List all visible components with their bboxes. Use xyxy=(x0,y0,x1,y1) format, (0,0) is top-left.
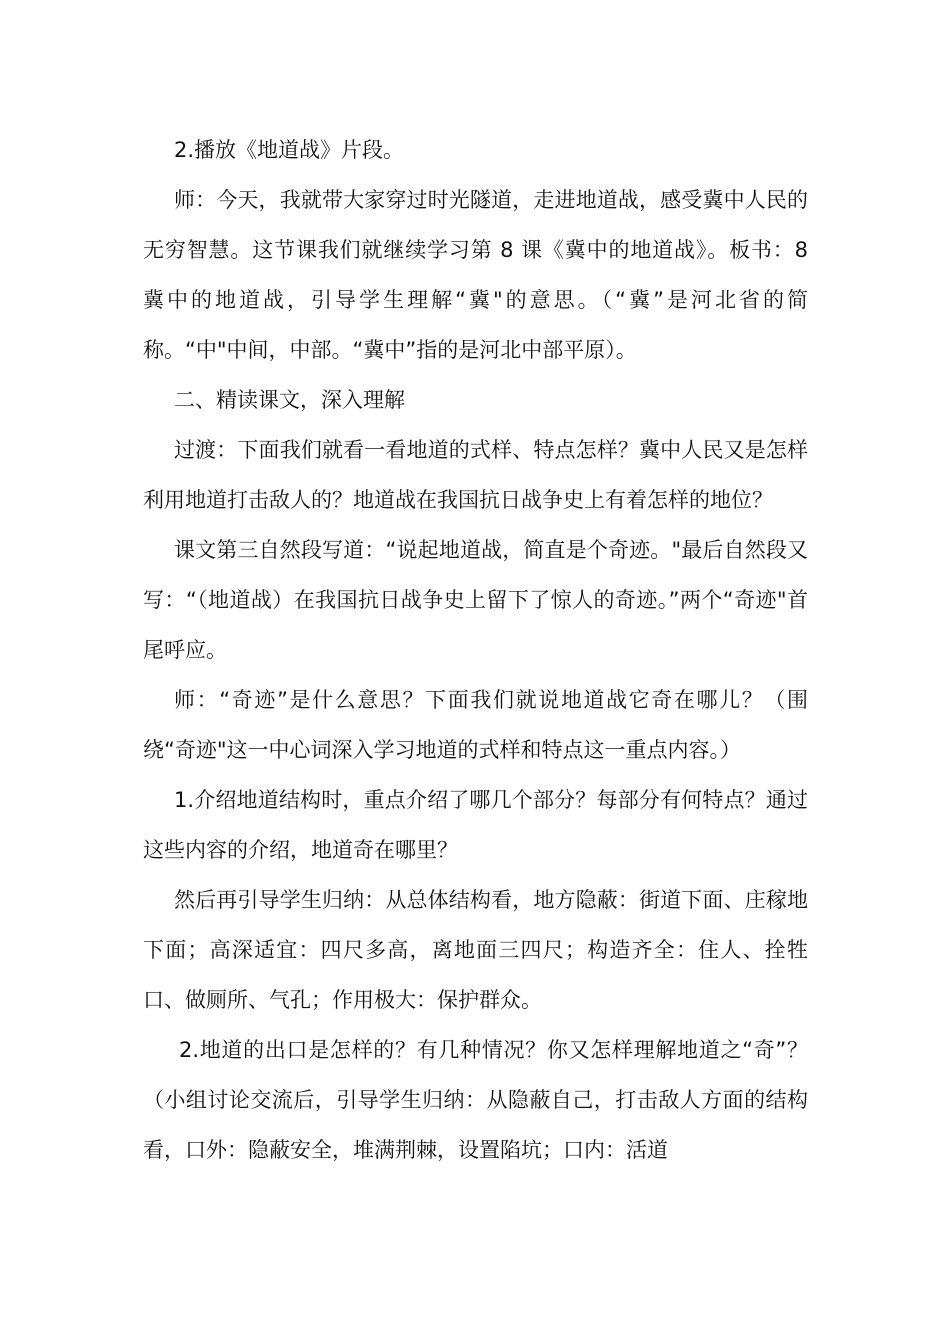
section-heading-close-reading: 二、精读课文，深入理解 xyxy=(174,388,405,412)
document-body xyxy=(143,125,808,1175)
paragraph-transition: 过渡：下面我们就看一看地道的式样、特点怎样？冀中人民又是怎样利用地道打击敌人的？地道战在我国抗日战争史上有着怎样的地位？ xyxy=(143,438,808,512)
paragraph-text-miracle: 课文第三自然段写道：“说起地道战，简直是个奇迹。"最后自然段又写：“（地道战）在我国抗日战争史上留下了惊人的奇迹。”两个“奇迹"首尾呼应。 xyxy=(143,538,808,662)
paragraph-teacher-intro: 师：今天，我就带大家穿过时光隧道，走进地道战，感受冀中人民的无穷智慧。这节课我们就继续学习第 8 课《冀中的地道战》。板书：8 冀中的地道战，引导学生理解“冀"的意思。（“冀”是河北省的简称。“中"中间，中部。“冀中”指的是河北中部平原）。 xyxy=(143,188,808,362)
paragraph-question-exits: 2.地道的出口是怎样的？有几种情况？你又怎样理解地道之“奇”？（小组讨论交流后，引导学生归纳：从隐蔽自己，打击敌人方面的结构看，口外：隐蔽安全，堆满荆棘，设置陷坑；口内：活道 xyxy=(143,1038,808,1162)
paragraph-play-clip: 2.播放《地道战》片段。 xyxy=(174,138,405,162)
paragraph-teacher-miracle: 师：“奇迹”是什么意思？下面我们就说地道战它奇在哪儿？（围绕“奇迹"这一中心词深入学习地道的式样和特点这一重点内容。） xyxy=(143,688,808,762)
paragraph-summary-structure: 然后再引导学生归纳：从总体结构看，地方隐蔽：街道下面、庄稼地下面；高深适宜：四尺多高，离地面三四尺；构造齐全：住人、拴牲口、做厕所、气孔；作用极大：保护群众。 xyxy=(143,888,808,1012)
paragraph-question-structure: 1.介绍地道结构时，重点介绍了哪几个部分？每部分有何特点？通过这些内容的介绍，地道奇在哪里？ xyxy=(143,788,808,862)
